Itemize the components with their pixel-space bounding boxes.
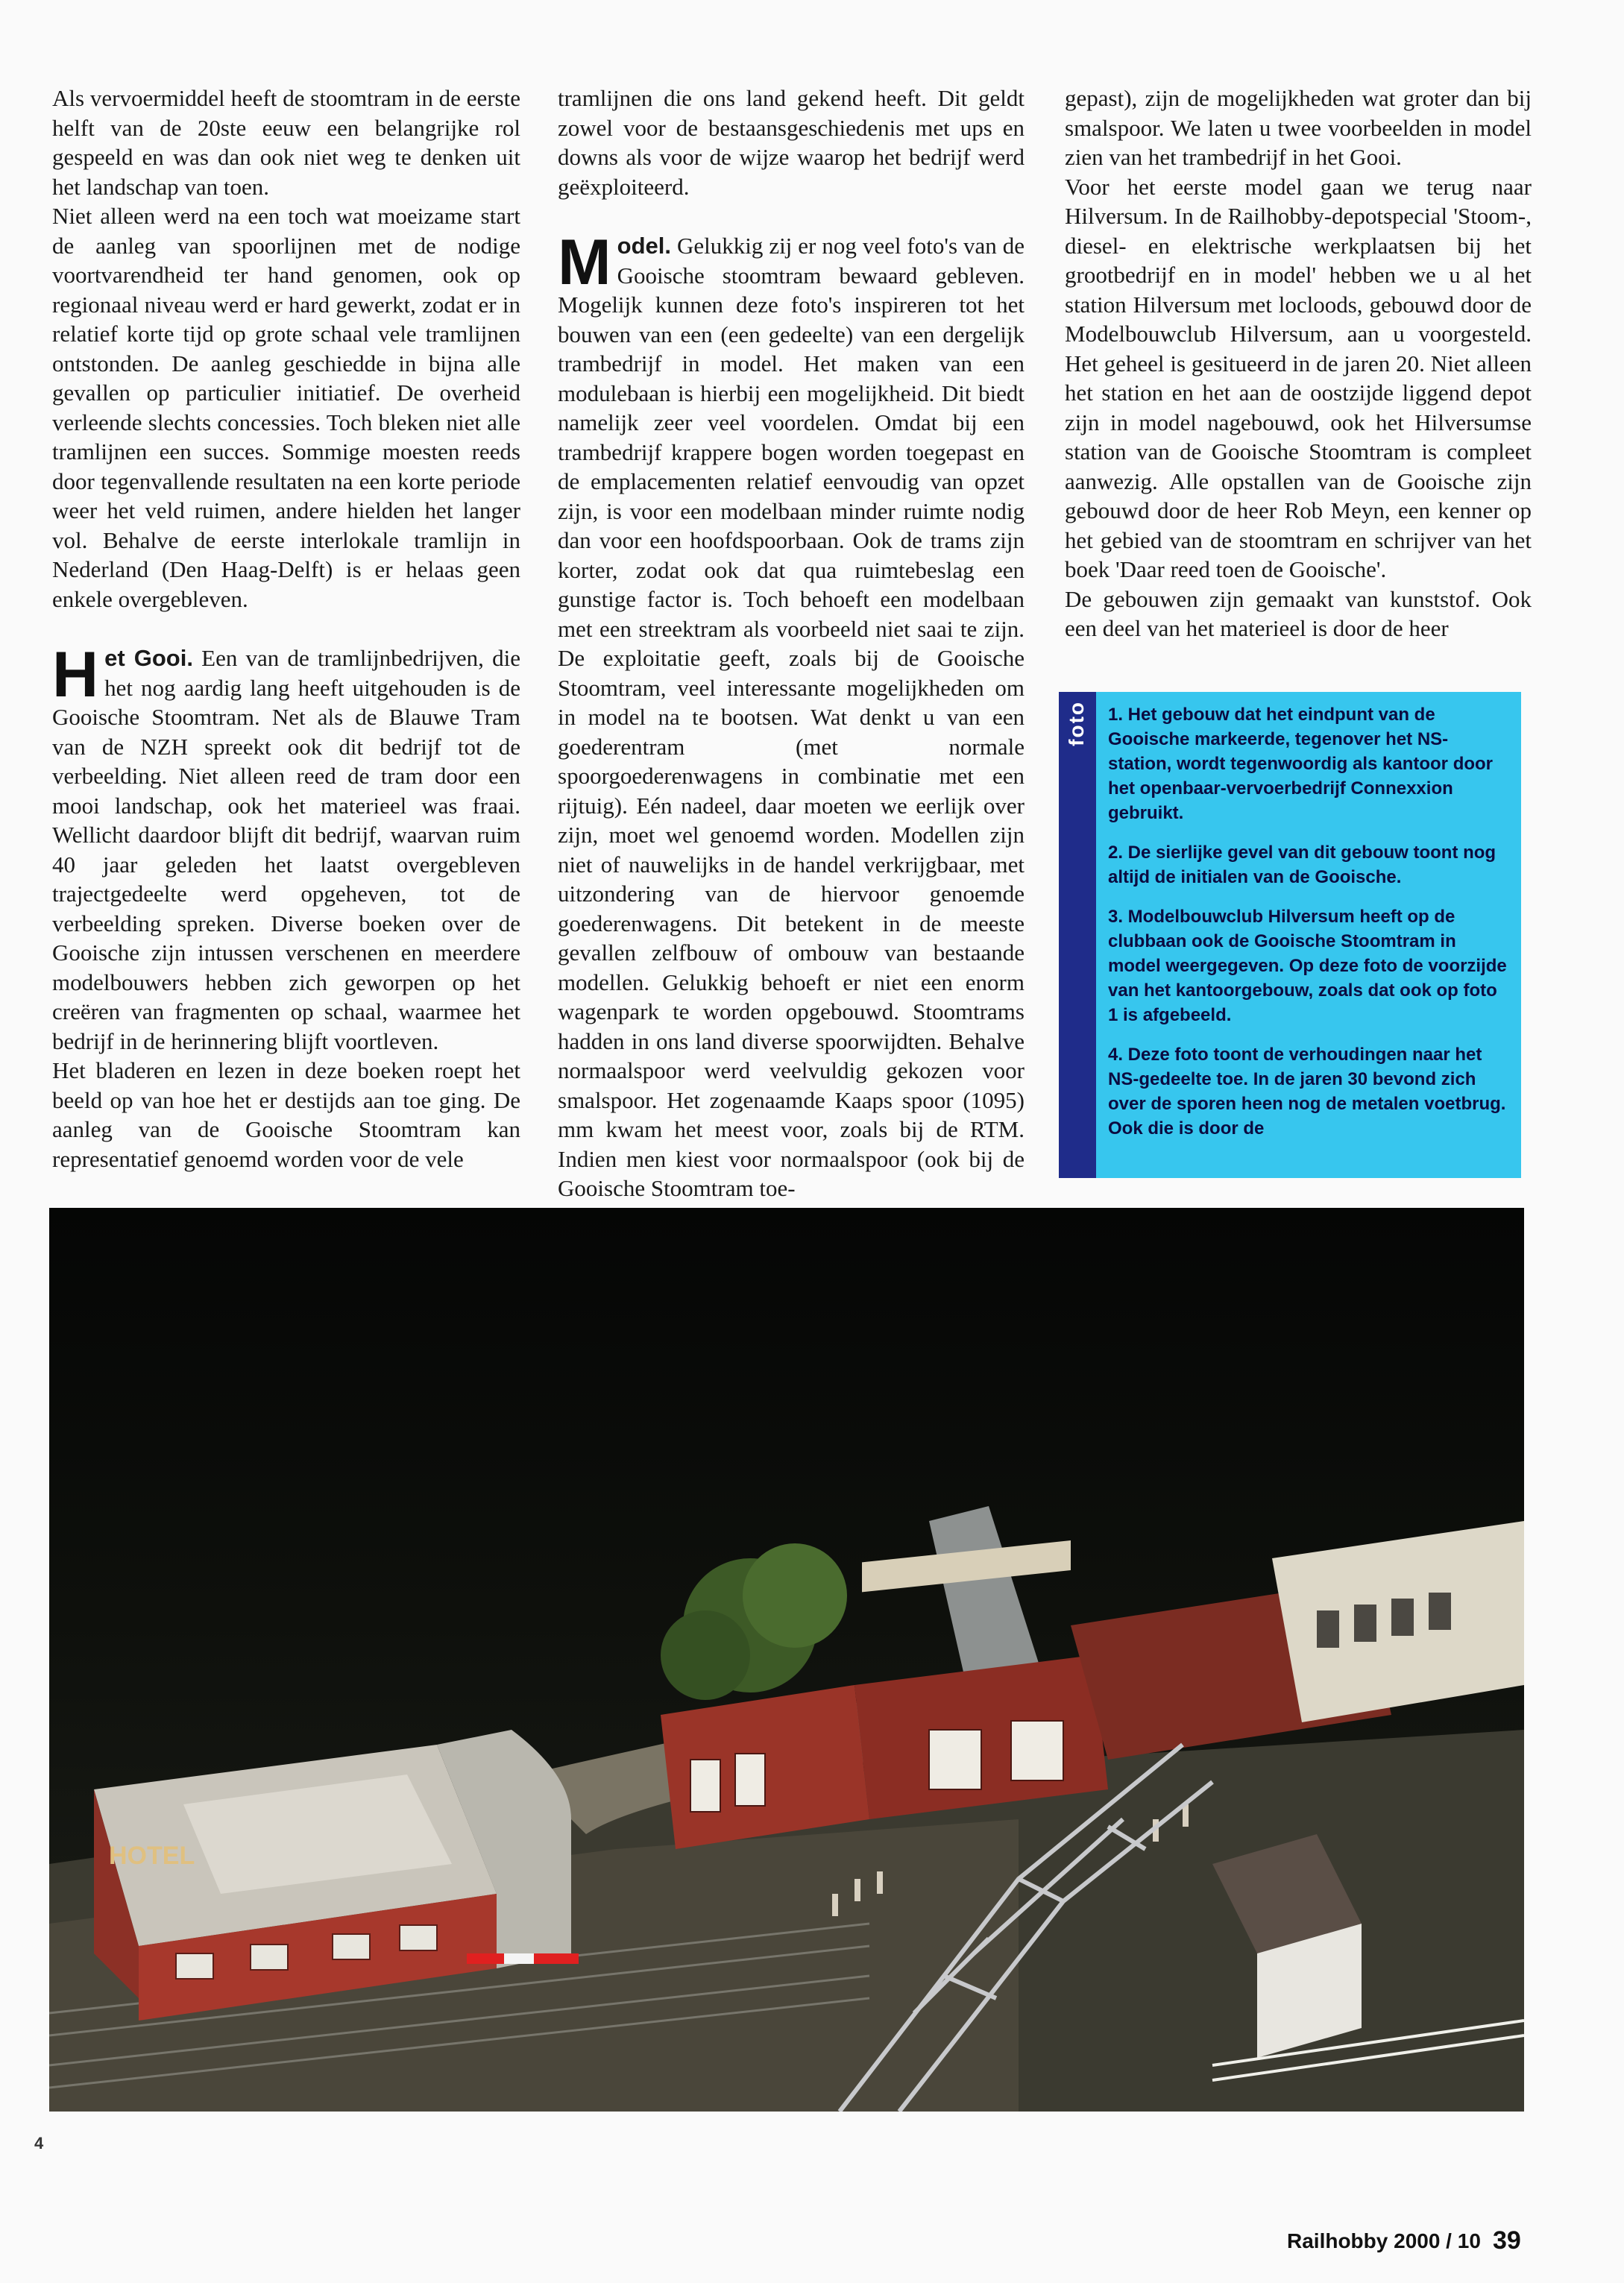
caption-1: 1. Het gebouw dat het eindpunt van de Gooische markeerde, tegenover het NS-station, wordt tegenwoordig als kantoor door het openbaar-vervoerbedrijf Connexxion gebruikt. [1108,705,1494,823]
text-column-1 [52,84,520,1174]
caption-tab-label: foto [1065,701,1088,746]
paragraph: Als vervoermiddel heeft de stoomtram in de eerste helft van de 20ste eeuw een belangrijke rol gespeeld en was dan ook niet weg te denken uit het landschap van toen. [52,85,520,200]
paragraph: tramlijnen die ons land gekend heeft. Dit geldt zowel voor de bestaansgeschiedenis met ups en downs als voor de wijze waarop het bedrijf werd geëxploiteerd. [558,85,1025,200]
text-column-2 [558,84,1025,1203]
section-model [558,227,1025,1203]
photo-illustration [49,1208,1524,2112]
section-heading: et Gooi. [104,645,193,671]
paragraph: Voor het eerste model gaan we terug naar Hilversum. In de Railhobby-depotspecial 'Stoom-, diesel- en elektrische werkplaatsen bij het grootbedrijf en in model' hebben we u al het station Hilversum met locloods, gebouwd door de Modelbouwclub Hilversum, aan u voorgesteld. Het geheel is gesitueerd in de jaren 20. Niet alleen het station en het aan de oostzijde liggend depot zijn in model nagebouwd, ook het Hilversumse station van de Gooische Stoomtram is compleet aanwezig. Alle opstallen van de Gooische zijn gebouwd door de heer Rob Meyn, een kenner op het gebied van de stoomtram en schrijver van het boek 'Daar reed toen de Gooische'. [1065,173,1532,582]
paragraph: Niet alleen werd na een toch wat moeizame start de aanleg van spoorlijnen met de nodige voortvarendheid ter hand genomen, ook op regionaal niveau werd er hard gewerkt, zodat er in relatief korte tijd op grote schaal vele tramlijnen ontstonden. De aanleg geschiedde in bijna alle gevallen op particulier initiatief. De overheid verleende slechts concessies. Toch bleken niet alle tramlijnen een succes. Sommige moesten reeds door tegenvallende resultaten na een korte periode weer het veld ruimen, andere hielden het langer vol. Behalve de eerste interlokale tramlijn in Nederland (Den Haag-Delft) is er helaas geen enkele overgebleven. [52,203,520,612]
magazine-footer: Railhobby 2000 / 10 [1287,2229,1481,2252]
photo-caption-box [1059,692,1521,1178]
section-het-gooi [52,639,520,1056]
caption-list [1108,702,1508,1156]
section-text: Een van de tramlijnbedrijven, die het nog aardig lang heeft uitgehouden is de Gooische Stoomtram. Net als de Blauwe Tram van de NZH spreekt ook dit bedrijf tot de verbeelding. Niet alleen reed de tram door een mooi landschap, ook het materieel was fraai. Wellicht daardoor blijft dit bedrijf, waarvan ruim 40 jaar geleden het laatst overgebleven trajectgedeelte werd opgeheven, tot de verbeelding spreken. Diverse boeken over de Gooische zijn intussen verschenen en meerdere modelbouwers hebben zich geworpen op het creëren van fragmenten op schaal, waarmee het bedrijf in de herinnering blijft voortleven. [52,645,520,1054]
section-heading: odel. [617,233,671,259]
caption-2: 2. De sierlijke gevel van dit gebouw toont nog altijd de initialen van de Gooische. [1108,843,1496,887]
caption-tab [1059,692,1096,1178]
drop-cap: H [52,639,99,711]
photo-number: 4 [34,2134,44,2153]
page-number: 39 [1493,2226,1521,2255]
hotel-sign: HOTEL [109,1842,195,1870]
caption-4: 4. Deze foto toont de verhoudingen naar het NS-gedeelte toe. In de jaren 30 bevond zich over de sporen heen nog de metalen voetbrug. Ook die is door de [1108,1045,1506,1139]
drop-cap: M [558,227,611,298]
paragraph: De gebouwen zijn gemaakt van kunststof. Ook een deel van het materieel is door de heer [1065,585,1532,641]
caption-3: 3. Modelbouwclub Hilversum heeft op de clubbaan ook de Gooische Stoomtram in model weergegeven. Op deze foto de voorzijde van het kantoorgebouw, zoals dat ook op foto 1 is afgebeeld. [1108,907,1507,1025]
text-column-3 [1065,84,1532,643]
paragraph: Het bladeren en lezen in deze boeken roept het beeld op van hoe het er destijds aan toe ging. De aanleg van de Gooische Stoomtram kan representatief genoemd worden voor de vele [52,1057,520,1172]
section-text: Gelukkig zij er nog veel foto's van de Gooische stoomtram bewaard gebleven. Mogelijk kunnen deze foto's inspireren tot het bouwen van een (een gedeelte) van een dergelijk trambedrijf in model. Het maken van een modulebaan is hierbij een mogelijkheid. Dit biedt namelijk zeer veel voordelen. Omdat bij een trambedrijf krappere bogen worden toegepast en de emplacementen relatief eenvoudig van opzet zijn, is voor een modelbaan minder ruimte nodig dan voor een hoofdspoorbaan. Ook de trams zijn korter, zodat ook dat qua ruimtebeslag een gunstige factor is. Toch behoeft een modelbaan met een streektram als voorbeeld niet saai te zijn. De exploitatie geeft, zoals bij de Gooische Stoomtram, veel interessante mogelijkheden om in model na te bootsen. Wat denkt u van een goederentram (met normale spoorgoederenwagens in combinatie met een rijtuig). Eén nadeel, daar moeten we eerlijk over zijn, moet wel genoemd worden. Modellen zijn niet of nauwelijks in de handel verkrijgbaar, met uitzondering van de hiervoor genoemde goederenwagens. Dit betekent in de meeste gevallen zelfbouw of ombouw van bestaande modellen. Gelukkig behoeft er niet een enorm wagenpark te worden opgebouwd. Stoomtrams hadden in ons land diverse spoorwijdten. Behalve normaalspoor werd veelvuldig gekozen voor smalspoor. Het zogenaamde Kaaps spoor (1095) mm kwam het meest voor, zoals bij de RTM. Indien men kiest voor normaalspoor (ook bij de Gooische Stoomtram toe- [558,233,1025,1201]
model-railway-photo [49,1208,1524,2112]
paragraph: gepast), zijn de mogelijkheden wat groter dan bij smalspoor. We laten u twee voorbeelden in model zien van het trambedrijf in het Gooi. [1065,85,1532,170]
